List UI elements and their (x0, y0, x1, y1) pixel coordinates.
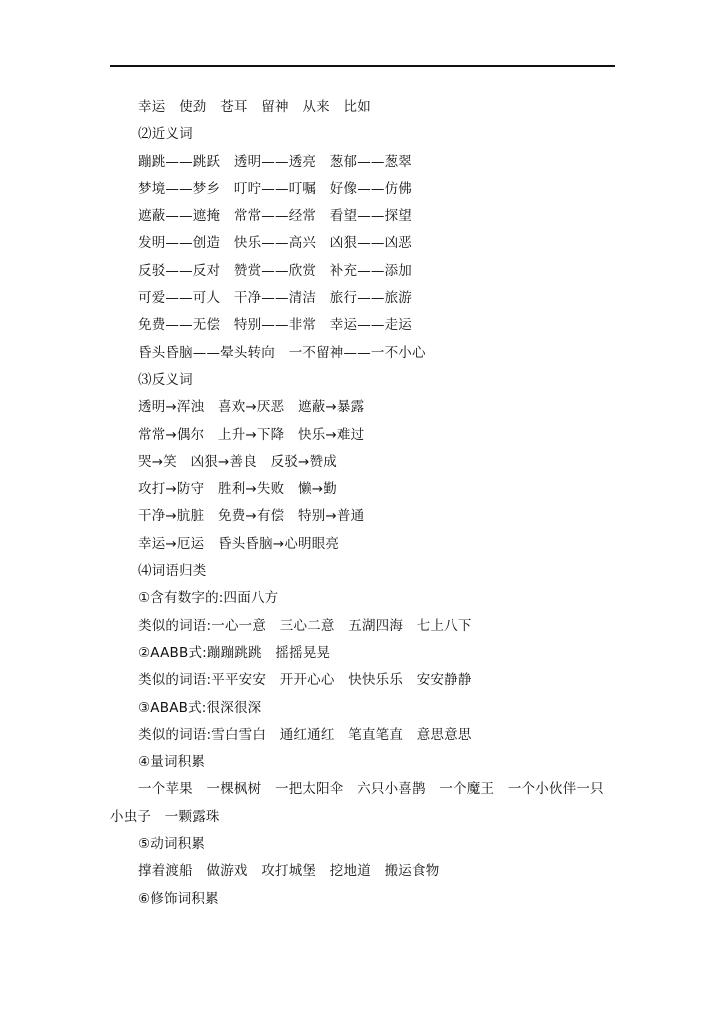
section-heading-synonyms: ⑵近义词 (138, 126, 193, 143)
antonym-line: 透明→浑浊 喜欢→厌恶 遮蔽→暴露 (138, 399, 365, 416)
subheading-abab: ③ABAB式:很深很深 (138, 699, 262, 716)
similar-words-line: 类似的词语:平平安安 开开心心 快快乐乐 安安静静 (138, 672, 472, 689)
synonym-line: 蹦跳——跳跃 透明——透亮 葱郁——葱翠 (138, 153, 412, 170)
antonym-line: 干净→肮脏 免费→有偿 特别→普通 (138, 508, 365, 525)
synonym-line: 昏头昏脑——晕头转向 一不留神——一不小心 (138, 344, 426, 361)
antonym-line: 幸运→厄运 昏头昏脑→心明眼亮 (138, 535, 340, 552)
subheading-modifiers: ⑥修饰词积累 (138, 890, 219, 907)
synonym-line: 可爱——可人 干净——清洁 旅行——旅游 (138, 290, 412, 307)
subheading-verbs: ⑤动词积累 (138, 836, 206, 853)
word-list-line: 幸运 使劲 苍耳 留神 从来 比如 (138, 99, 371, 115)
subheading-aabb: ②AABB式:蹦蹦跳跳 摇摇晃晃 (138, 644, 331, 661)
synonym-line: 梦境——梦乡 叮咛——叮嘱 好像——仿佛 (138, 180, 412, 197)
antonym-line: 常常→偶尔 上升→下降 快乐→难过 (138, 426, 365, 443)
antonym-line: 哭→笑 凶狠→善良 反驳→赞成 (138, 453, 337, 470)
similar-words-line: 类似的词语:雪白雪白 通红通红 笔直笔直 意思意思 (138, 726, 472, 743)
section-heading-antonyms: ⑶反义词 (138, 371, 193, 388)
measure-words-paragraph: 一个苹果 一棵枫树 一把太阳伞 六只小喜鹊 一个魔王 一个小伙伴一只小虫子 一颗露珠 (110, 781, 604, 825)
synonym-line: 反驳——反对 赞赏——欣赏 补充——添加 (138, 262, 412, 279)
document-body (110, 94, 615, 913)
antonym-line: 攻打→防守 胜利→失败 懒→勤 (138, 481, 337, 498)
subheading-numbers: ①含有数字的:四面八方 (138, 590, 279, 607)
synonym-line: 遮蔽——遮掩 常常——经常 看望——探望 (138, 208, 412, 225)
subheading-measure-words: ④量词积累 (138, 754, 206, 771)
similar-words-line: 类似的词语:一心一意 三心二意 五湖四海 七上八下 (138, 617, 472, 634)
synonym-line: 发明——创造 快乐——高兴 凶狠——凶恶 (138, 235, 412, 252)
verb-phrases-line: 撑着渡船 做游戏 攻打城堡 挖地道 搬运食物 (138, 863, 440, 880)
header-rule (110, 65, 615, 67)
section-heading-classification: ⑷词语归类 (138, 563, 207, 580)
synonym-line: 免费——无偿 特别——非常 幸运——走运 (138, 317, 412, 334)
